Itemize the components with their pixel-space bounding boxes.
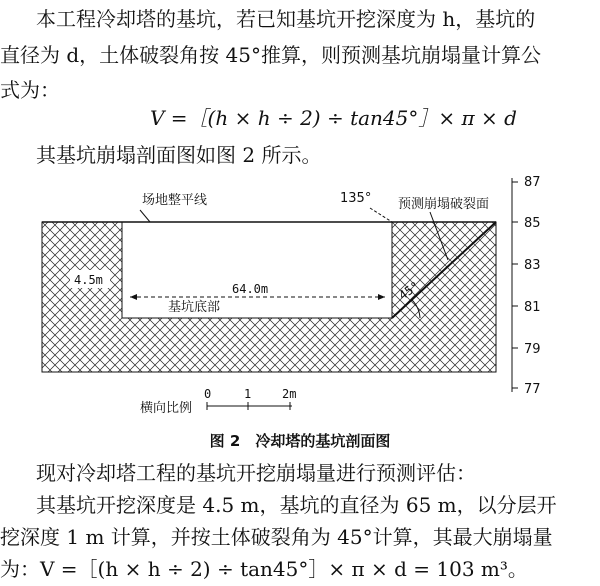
- scale-label: 横向比例: [140, 401, 193, 416]
- depth-label: 4.5m: [74, 273, 103, 287]
- bottom-label: 基坑底部: [168, 300, 221, 315]
- assessment-line-4: 为：V =［(h × h ÷ 2) ÷ tan45°］× π × d = 103 m³。: [0, 557, 528, 581]
- elevation-tick-77: 77: [524, 382, 541, 397]
- intro-line-1: 本工程冷却塔的基坑，若已知基坑开挖深度为 h，基坑的: [36, 7, 536, 31]
- elevation-tick-85: 85: [524, 216, 541, 231]
- elevation-tick-81: 81: [524, 300, 541, 315]
- angle-top-leader: [370, 208, 392, 222]
- width-arrow-right: [378, 294, 385, 300]
- assessment-line-1: 现对冷却塔工程的基坑开挖崩塌量进行预测评估：: [36, 461, 476, 485]
- elevation-tick-79: 79: [524, 342, 541, 357]
- elevation-tick-87: 87: [524, 175, 541, 190]
- profile-intro: 其基坑崩塌剖面图如图 2 所示。: [36, 143, 322, 167]
- figure-caption: 图 2 冷却塔的基坑剖面图: [209, 432, 391, 450]
- scale-tick-2m: 2m: [282, 387, 297, 401]
- soil-hatch: [42, 222, 496, 372]
- assessment-line-2: 其基坑开挖深度是 4.5 m，基坑的直径为 65 m，以分层开: [36, 493, 557, 517]
- width-arrow-left: [130, 294, 137, 300]
- ground-label-leader: [140, 210, 150, 222]
- angle-top-label: 135°: [340, 191, 372, 206]
- scale-tick-0: 0: [204, 387, 212, 401]
- pit-cross-section-figure: [0, 170, 600, 430]
- elevation-tick-83: 83: [524, 258, 541, 273]
- intro-line-2: 直径为 d，土体破裂角按 45°推算，则预测基坑崩塌量计算公: [0, 43, 541, 67]
- angle-slope-label: 45°: [396, 278, 422, 303]
- intro-line-3: 式为：: [0, 78, 60, 102]
- elevation-ticks: [512, 182, 518, 388]
- width-label: 64.0m: [232, 282, 269, 296]
- failure-plane-label: 预测崩塌破裂面: [398, 197, 490, 212]
- ground-line-label: 场地整平线: [142, 193, 208, 208]
- formula: V =［(h × h ÷ 2) ÷ tan45°］× π × d: [150, 106, 517, 130]
- assessment-line-3: 挖深度 1 m 计算，并按土体破裂角为 45°计算，其最大崩塌量: [0, 525, 553, 549]
- scale-tick-1: 1: [244, 387, 252, 401]
